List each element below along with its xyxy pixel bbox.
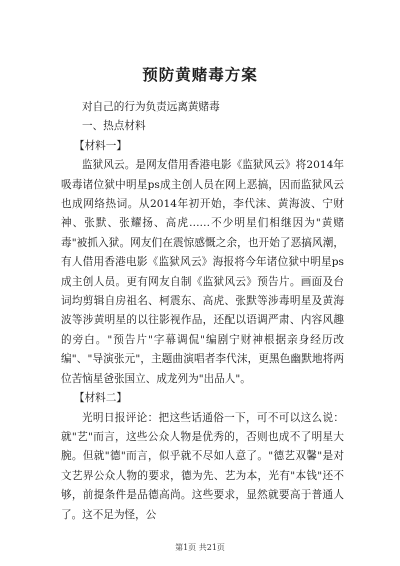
page-footer: 第1页 共21页	[175, 543, 225, 552]
material-two-paragraph: 光明日报评论：把这些话通俗一下，可不可以这么说：就"艺"而言，这些公众人物是优秀的，否则也成不了明星大腕。但就"德"而言，似乎就不尽如人意了。"德艺双馨"是对文艺界公众人物的要求，德为先、艺为本，光有"本钱"还不够，前提条件是品德高尚。这些要求，显然就要高于普通人了。这不足为怪，公	[61, 411, 344, 521]
material-one-label: 【材料一】	[74, 139, 127, 152]
material-two-label: 【材料二】	[74, 392, 127, 405]
material-one-paragraph: 监狱风云。是网友借用香港电影《监狱风云》将2014年吸毒诸位狱中明星ps成主创人员在网上恶搞，因而监狱风云也成网络热词。从2014年初开始，李代沫、黄海波、宁财神、张默、张耀扬、高虎……不少明星们相继因为"黄赌毒"被抓入狱。网友们在震惊感慨之余，也开始了恶搞风潮，有人借用香港电影《监狱风云》海报将今年诸位狱中明星ps成主创人员。更有网友自制《监狱风云》预告片。画面及台词均剪辑自房祖名、柯震东、高虎、张默等涉毒明星及黄海波等涉黄明星的以往影视作品，还配以语调严肃、内容风趣的旁白。"预告片"字幕调侃"编剧宁财神根据亲身经历改编"、"导演张元"，主题曲演唱者李代沫，更黑色幽默地将两位苦恼星爸张国立、成龙列为"出品人"。	[61, 159, 344, 385]
document-title: 预防黄赌毒方案	[142, 65, 258, 84]
section-heading: 一、热点材料	[82, 120, 146, 133]
document-body	[61, 98, 344, 525]
document-subtitle: 对自己的行为负责远离黄赌毒	[82, 101, 220, 113]
